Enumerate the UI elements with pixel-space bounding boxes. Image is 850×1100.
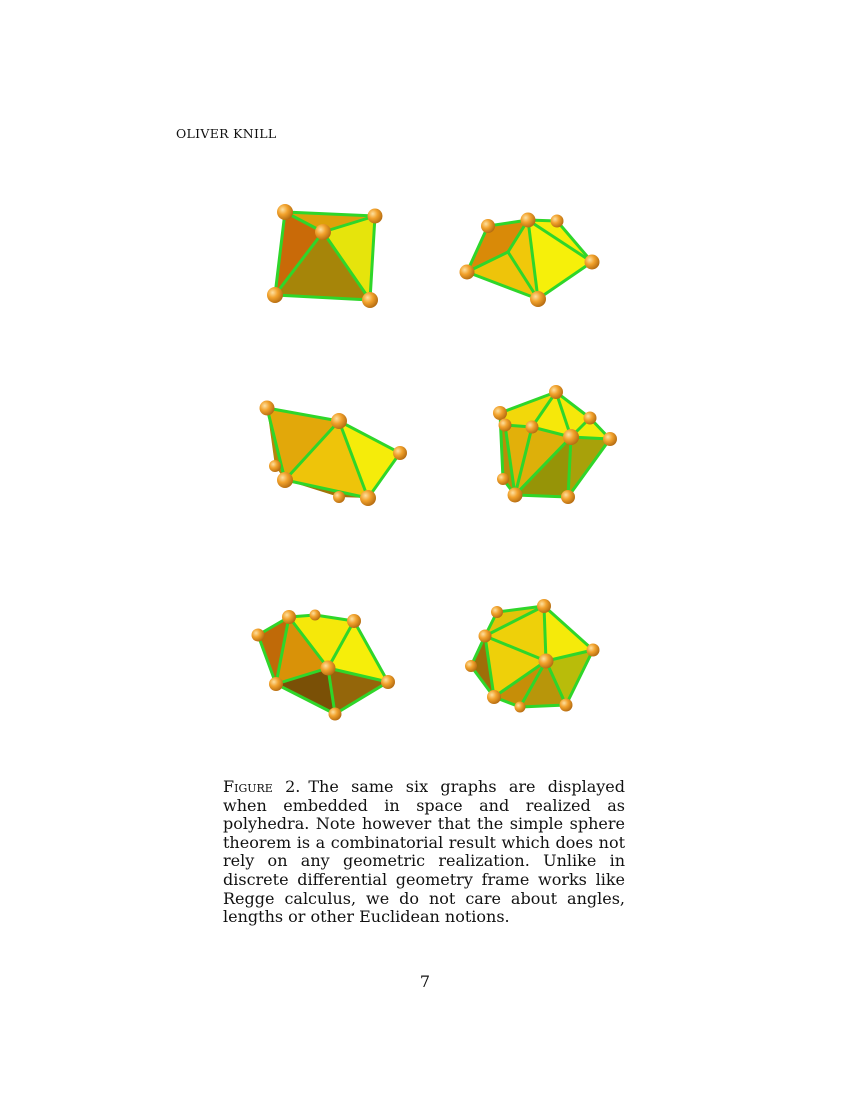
figure-caption-text: The same six graphs are displayed when embedded in space and realized as polyhedra. Note however that the simple sphere theorem is a combinatorial result which does not rely on any geometric realization. Unlike in discrete differential geometry frame works like Regge calculus, we do not care about angles, lengths or other Euclidean notions. xyxy=(223,777,625,927)
polyhedron-graph-1 xyxy=(267,204,383,308)
figure-label: Figure 2. xyxy=(223,777,301,796)
running-head-author: OLIVER KNILL xyxy=(176,126,277,141)
polyhedron-graph-3 xyxy=(260,401,408,507)
polyhedron-graph-2 xyxy=(460,213,600,308)
polyhedron-graph-6 xyxy=(465,599,600,713)
polyhedron-graph-5 xyxy=(252,610,396,721)
figure-caption xyxy=(223,778,625,927)
polyhedron-graph-4 xyxy=(493,385,617,504)
page-number: 7 xyxy=(419,972,431,991)
